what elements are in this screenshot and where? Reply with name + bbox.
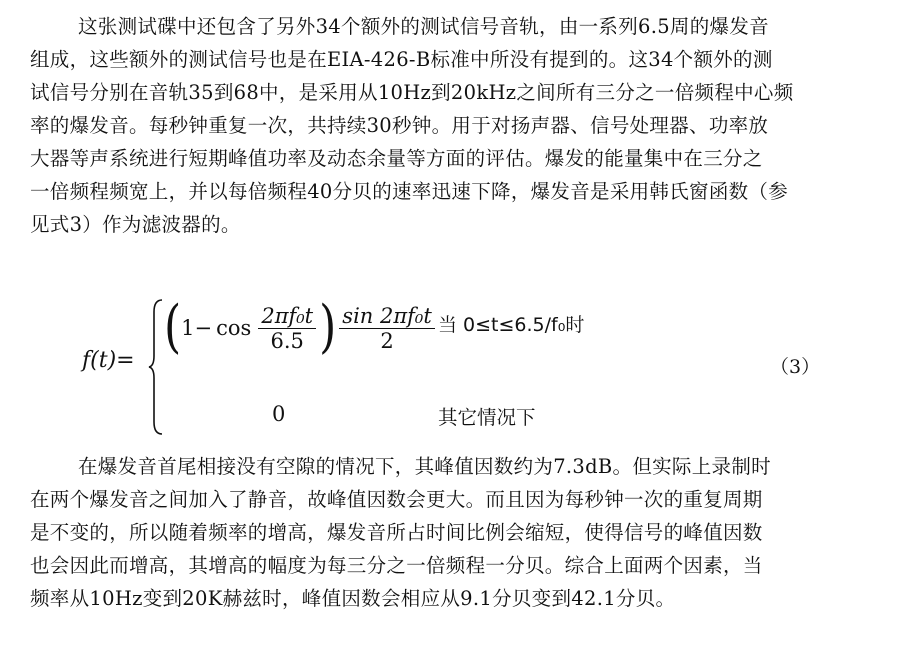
fraction-2 bbox=[339, 304, 435, 353]
left-brace bbox=[148, 298, 164, 436]
fraction-2-denominator: 2 bbox=[380, 328, 394, 353]
paragraph-1-line: 组成，这些额外的测试信号也是在EIA-426-B标准中所没有提到的。这34个额外的测 bbox=[30, 48, 773, 71]
equation-lhs: f(t)= bbox=[82, 348, 135, 373]
paragraph-2-line: 也会因此而增高，其增高的幅度为每三分之一倍频程一分贝。综合上面两个因素，当 bbox=[30, 554, 763, 577]
equation-case-1-expression bbox=[164, 294, 438, 361]
one-minus: 1− bbox=[181, 316, 213, 340]
paragraph-2-line: 频率从10Hz变到20K赫兹时，峰值因数会相应从9.1分贝变到42.1分贝。 bbox=[30, 587, 676, 610]
paragraph-1-line: 见式3）作为滤波器的。 bbox=[30, 213, 241, 236]
equation-case-2-condition: 其它情况下 bbox=[438, 406, 536, 429]
paragraph-2-line: 在爆发音首尾相接没有空隙的情况下，其峰值因数约为7.3dB。但实际上录制时 bbox=[78, 455, 771, 478]
paragraph-2-line: 是不变的，所以随着频率的增高，爆发音所占时间比例会缩短，使得信号的峰值因数 bbox=[30, 521, 763, 544]
paragraph-1-line: 大器等声系统进行短期峰值功率及动态余量等方面的评估。爆发的能量集中在三分之 bbox=[30, 147, 763, 170]
fraction-2-numerator: sin 2πf₀t bbox=[339, 304, 435, 329]
paragraph-2 bbox=[30, 450, 890, 615]
paragraph-1-line: 率的爆发音。每秒钟重复一次，共持续30秒钟。用于对扬声器、信号处理器、功率放 bbox=[30, 114, 769, 137]
paragraph-1-line: 一倍频程频宽上，并以每倍频程40分贝的速率迅速下降，爆发音是采用韩氏窗函数（参 bbox=[30, 180, 789, 203]
equation-case-1-condition: 当 0≤t≤6.5/f₀时 bbox=[438, 314, 585, 336]
paragraph-1 bbox=[30, 10, 890, 241]
close-paren: ) bbox=[319, 294, 337, 361]
cos-function: cos bbox=[216, 316, 252, 340]
paragraph-1-line: 试信号分别在音轨35到68中，是采用从10Hz到20kHz之间所有三分之一倍频程中心频 bbox=[30, 81, 794, 104]
fraction-1-denominator: 6.5 bbox=[270, 328, 304, 353]
paragraph-2-line: 在两个爆发音之间加入了静音，故峰值因数会更大。而且因为每秒钟一次的重复周期 bbox=[30, 488, 763, 511]
equation-3 bbox=[82, 290, 882, 440]
fraction-1-numerator: 2πf₀t bbox=[258, 304, 316, 329]
open-paren: ( bbox=[164, 294, 182, 361]
fraction-1 bbox=[258, 304, 316, 353]
equation-case-2-value: 0 bbox=[272, 402, 286, 426]
equation-number: （3） bbox=[770, 356, 821, 378]
paragraph-1-line: 这张测试碟中还包含了另外34个额外的测试信号音轨，由一系列6.5周的爆发音 bbox=[78, 15, 769, 38]
